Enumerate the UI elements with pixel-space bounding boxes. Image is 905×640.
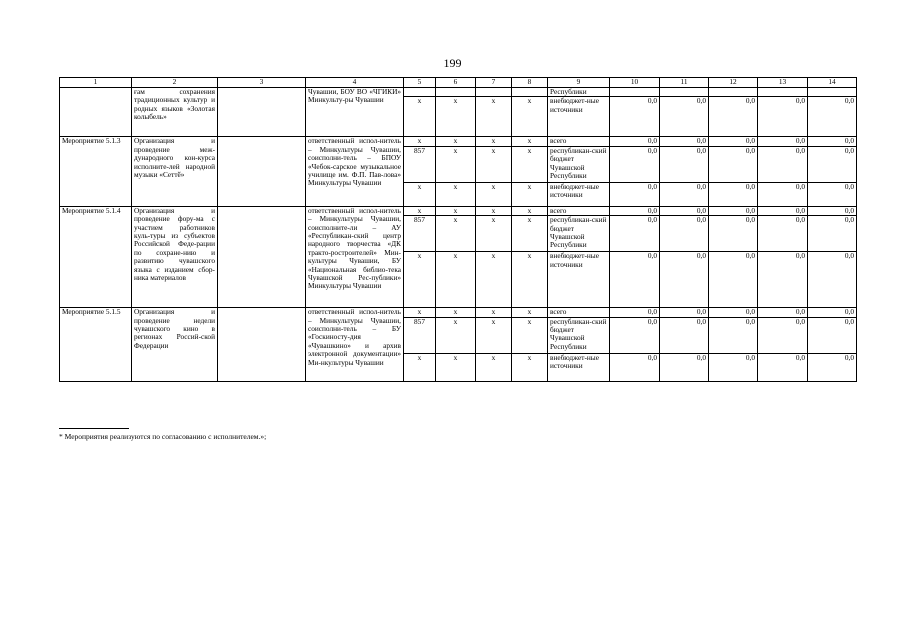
funding-source: внебюджет-ные источники xyxy=(548,252,610,308)
cell xyxy=(808,88,857,97)
value-cell: 0,0 xyxy=(709,353,758,381)
table-row xyxy=(60,308,857,317)
cell: x xyxy=(436,353,476,381)
footnote-divider xyxy=(59,428,129,429)
cell xyxy=(476,88,512,97)
value-cell: 0,0 xyxy=(610,206,660,215)
cell: x xyxy=(512,206,548,215)
value-cell: 0,0 xyxy=(709,182,758,206)
activity-name: ғам сохранения традиционных культур и родных языков «Золотая колыбель» xyxy=(132,88,218,137)
funding-source: всего xyxy=(548,308,610,317)
header-cell: 5 xyxy=(404,78,436,88)
funding-source: внебюджет-ные источники xyxy=(548,353,610,381)
footnote: * Мероприятия реализуются по согласованию с исполнителем.»; xyxy=(59,432,267,441)
value-cell: 0,0 xyxy=(660,182,709,206)
value-cell: 0,0 xyxy=(660,252,709,308)
cell: 857 xyxy=(404,216,436,252)
cell: x xyxy=(512,182,548,206)
funding-source: всего xyxy=(548,206,610,215)
cell: 857 xyxy=(404,317,436,353)
empty-cell xyxy=(218,206,306,307)
value-cell: 0,0 xyxy=(610,146,660,182)
value-cell: 0,0 xyxy=(709,216,758,252)
empty-cell xyxy=(218,137,306,206)
cell: x xyxy=(436,308,476,317)
value-cell: 0,0 xyxy=(610,137,660,146)
value-cell: 0,0 xyxy=(660,97,709,137)
funding-source: внебюджет-ные источники xyxy=(548,182,610,206)
cell: x xyxy=(512,216,548,252)
value-cell: 0,0 xyxy=(758,353,808,381)
header-cell: 4 xyxy=(306,78,404,88)
cell xyxy=(436,88,476,97)
value-cell: 0,0 xyxy=(808,216,857,252)
cell: x xyxy=(436,137,476,146)
table-body xyxy=(60,78,857,382)
header-cell: 1 xyxy=(60,78,132,88)
funding-source: республикан-ский бюджет Чувашской Республики xyxy=(548,216,610,252)
cell: x xyxy=(476,182,512,206)
funding-source: Республики xyxy=(548,88,610,97)
header-row xyxy=(60,78,857,88)
activity-code: Мероприятие 5.1.5 xyxy=(60,308,132,381)
value-cell: 0,0 xyxy=(808,317,857,353)
value-cell: 0,0 xyxy=(808,146,857,182)
page-number: 199 xyxy=(443,56,462,70)
value-cell: 0,0 xyxy=(758,317,808,353)
cell: x xyxy=(476,216,512,252)
cell: x xyxy=(512,97,548,137)
value-cell: 0,0 xyxy=(610,252,660,308)
cell: x xyxy=(476,353,512,381)
value-cell: 0,0 xyxy=(758,308,808,317)
header-cell: 12 xyxy=(709,78,758,88)
value-cell: 0,0 xyxy=(610,182,660,206)
header-cell: 7 xyxy=(476,78,512,88)
executor: ответственный испол-нитель – Минкультуры Чувашии, соисполните-ли – АУ «Республикан-ский центр народного творчества «ДК тракто-ростроителей» Мин-культуры Чувашии, БУ «Национальная библио-тека Чувашской Рес-публики» Минкультуры Чувашии xyxy=(306,206,404,307)
cell: x xyxy=(404,97,436,137)
value-cell: 0,0 xyxy=(610,317,660,353)
header-cell: 6 xyxy=(436,78,476,88)
value-cell: 0,0 xyxy=(758,182,808,206)
cell xyxy=(709,88,758,97)
value-cell: 0,0 xyxy=(709,146,758,182)
activity-name: Организация и проведение фору-ма с участием работников куль-туры из субъектов Российской Феде-рации по сохране-нию и развитию чувашского языка с изданием сбор-ника материалов xyxy=(132,206,218,307)
cell: x xyxy=(512,317,548,353)
value-cell: 0,0 xyxy=(758,216,808,252)
executor: ответственный испол-нитель – Минкультуры Чувашии, соисполни-тель – БУ «Госкиносту-дия «Чувашкино» и архив электронной документации» Ми-нкультуры Чувашии xyxy=(306,308,404,381)
cell: x xyxy=(404,137,436,146)
value-cell: 0,0 xyxy=(758,97,808,137)
cell: x xyxy=(436,252,476,308)
cell xyxy=(610,88,660,97)
cell xyxy=(512,88,548,97)
funding-source: внебюджет-ные источники xyxy=(548,97,610,137)
header-cell: 3 xyxy=(218,78,306,88)
value-cell: 0,0 xyxy=(660,353,709,381)
value-cell: 0,0 xyxy=(808,97,857,137)
executor: ответственный испол-нитель – Минкультуры Чувашии, соисполни-тель – БПОУ «Чебок-сарское музыкальное училище им. Ф.П. Пав-лова» Минкультуры Чувашии xyxy=(306,137,404,206)
cell: x xyxy=(436,97,476,137)
value-cell: 0,0 xyxy=(709,137,758,146)
cell: x xyxy=(436,216,476,252)
value-cell: 0,0 xyxy=(758,146,808,182)
cell: x xyxy=(512,146,548,182)
funding-source: республикан-ский бюджет Чувашской Республики xyxy=(548,146,610,182)
cell: x xyxy=(512,308,548,317)
value-cell: 0,0 xyxy=(808,137,857,146)
activity-code: Мероприятие 5.1.4 xyxy=(60,206,132,307)
cell: x xyxy=(436,206,476,215)
value-cell: 0,0 xyxy=(709,97,758,137)
cell: x xyxy=(436,146,476,182)
cell: x xyxy=(476,206,512,215)
program-table xyxy=(59,77,857,382)
cell: x xyxy=(512,252,548,308)
executor: Чувашии, БОУ ВО «ЧГИКИ» Минкульту-ры Чувашии xyxy=(306,88,404,137)
cell: x xyxy=(476,317,512,353)
cell xyxy=(660,88,709,97)
funding-source: всего xyxy=(548,137,610,146)
value-cell: 0,0 xyxy=(660,317,709,353)
value-cell: 0,0 xyxy=(808,252,857,308)
value-cell: 0,0 xyxy=(808,308,857,317)
empty-cell xyxy=(218,88,306,137)
value-cell: 0,0 xyxy=(610,353,660,381)
cell: x xyxy=(404,206,436,215)
cell: x xyxy=(476,137,512,146)
table-row xyxy=(60,137,857,146)
value-cell: 0,0 xyxy=(758,252,808,308)
header-cell: 8 xyxy=(512,78,548,88)
value-cell: 0,0 xyxy=(709,308,758,317)
cell: 857 xyxy=(404,146,436,182)
value-cell: 0,0 xyxy=(758,206,808,215)
value-cell: 0,0 xyxy=(758,137,808,146)
cell: x xyxy=(476,252,512,308)
table-row xyxy=(60,88,857,97)
cell: x xyxy=(404,182,436,206)
cell: x xyxy=(512,137,548,146)
activity-code: Мероприятие 5.1.3 xyxy=(60,137,132,206)
value-cell: 0,0 xyxy=(610,216,660,252)
cell: x xyxy=(476,146,512,182)
header-cell: 14 xyxy=(808,78,857,88)
header-cell: 11 xyxy=(660,78,709,88)
value-cell: 0,0 xyxy=(709,252,758,308)
value-cell: 0,0 xyxy=(660,206,709,215)
header-cell: 10 xyxy=(610,78,660,88)
activity-code xyxy=(60,88,132,137)
cell xyxy=(404,88,436,97)
value-cell: 0,0 xyxy=(808,182,857,206)
table-row xyxy=(60,206,857,215)
value-cell: 0,0 xyxy=(709,206,758,215)
value-cell: 0,0 xyxy=(808,206,857,215)
cell: x xyxy=(404,252,436,308)
cell: x xyxy=(436,182,476,206)
cell: x xyxy=(436,317,476,353)
header-cell: 13 xyxy=(758,78,808,88)
value-cell: 0,0 xyxy=(660,216,709,252)
activity-name: Организация и проведение меж-дународного кон-курса исполните-лей народной музыки «Сеттӗ» xyxy=(132,137,218,206)
cell: x xyxy=(404,353,436,381)
activity-name: Организация и проведение недели чувашского кино в регионах Россий-ской Федерации xyxy=(132,308,218,381)
cell: x xyxy=(476,308,512,317)
value-cell: 0,0 xyxy=(660,308,709,317)
value-cell: 0,0 xyxy=(660,137,709,146)
value-cell: 0,0 xyxy=(808,353,857,381)
empty-cell xyxy=(218,308,306,381)
value-cell: 0,0 xyxy=(610,97,660,137)
value-cell: 0,0 xyxy=(610,308,660,317)
cell: x xyxy=(476,97,512,137)
header-cell: 2 xyxy=(132,78,218,88)
value-cell: 0,0 xyxy=(660,146,709,182)
value-cell: 0,0 xyxy=(709,317,758,353)
header-cell: 9 xyxy=(548,78,610,88)
cell xyxy=(758,88,808,97)
cell: x xyxy=(512,353,548,381)
funding-source: республикан-ский бюджет Чувашской Республики xyxy=(548,317,610,353)
cell: x xyxy=(404,308,436,317)
